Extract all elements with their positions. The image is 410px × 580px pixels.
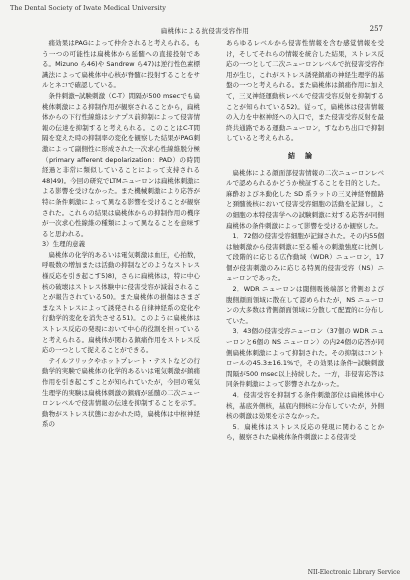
section-heading-conclusion: 結論 [288,151,322,160]
list-item: 1．72個の侵害受容細胞が記録された。その内55個は触刺激から侵害刺激に至る種々の刺激強度に比例して段階的に応じる広作動域（WDR）ニューロン，17個が侵害刺激のみに応じる特異的侵害受容（NS）ニューロンであった。 [226,232,384,283]
paragraph: 条件刺激─試験刺激（C-T）間隔が500 msecでも扁桃体刺激による抑制作用が観察されることから，扁桃体からの下行性線維はシナプス前抑制によって侵害情報の伝達を抑制すると考えられる。このことはC-T間隔を変えた時の抑制率の変化を観察した結果がPAG刺激によって副側性に形成された一次求心性線維脱分極（primary afferent depolarization：PAD）の時間経過と非常に類似していることによって支持される48)49)。今回の研究でLTMニューロンは扁桃体刺激による影響を受けなかった。また機械刺激により応答が特に条件刺激によって異なる影響を受けることが観察された。これらの結果は扁桃体からの抑制作用の機序が一次求心性線維の種類によって異なることを意味すると思われる。 [42,91,200,238]
paragraph: 扁桃体の化学的あるいは電気刺激は血圧，心拍数，呼吸数の増加または活動の抑制などのようなストレス様反応を引き起こす5)8)，さらに扁桃体は，特に中心核の破壊はストレス体験中に侵害受容が減弱されることが報告されている50)。また扁桃体の損傷はさまざまなストレスによって誘発される自律神経系の変化や行動学的変化を消失させる51)。このように扁桃体はストレス反応の発現において中心的役割を担っていると考えられる。扁桃体が関わる鎮痛作用をストレス反応の一つとして捉えることができる。 [42,250,200,355]
list-item: 4．侵害受容を抑制する条件刺激部位は扁桃体中心核，基底外側核，基底内側核に分布していたが，外側核の刺激は効果を示さなかった。 [226,391,384,421]
left-column [42,38,200,430]
page-number: 257 [369,25,383,33]
paragraph: 痛効果はPAGによって仲介されると考えられる。もう一つの可能性は扁桃体から延髄への直接投射である。Mizuno ら46)や Sandrew ら47)は逆行性色素標識法によって扁桃体中心核が脊髄に投射することをサルとネコで確認している。 [42,39,200,90]
subsection-heading: 3）生理的意義 [42,240,86,249]
running-title: 扁桃体による抗侵害受容作用 [160,27,250,35]
paragraph: 扁桃体による顔面部侵害情報の二次ニューロンレベルで認められるかどうか検証することを目的とした。麻酔およびネ動化した SD 系ラットの三叉神経脊髄路と頚髄後核において侵害受容細胞の活動を記録し，この細胞の本特侵害学への試験刺激に対する応答が同側扁桃体の条件刺激によって影響を受けるか観察した。 [226,168,384,230]
list-item: 3．43個の侵害受容ニューロン（37個の WDR ニューロンと6個の NS ニューロン）の内24個の応答が同側扁桃体刺激によって抑制された。その抑制はコントロールの45.3±16.1%で，その効果は条件─試験刺激間隔が500 msec以上持続した。一方，非侵害応答は同条件刺激によって影響されなかった。 [226,327,384,389]
paragraph: あらゆるレベルから侵害性情報を含む感覚情報を受け，そしてそれらの情報を統合した結果，ストレス反応の一つとして二次ニューロンレベルで抗侵害受容作用が生じ，これがストレス誘発鎮痛の神経生理学的基盤の一つと考えられる。また扁桃体は鎮痛作用に加えて，三叉神経運動核レベルで侵害受容反射を抑制することが知られている52)。従って，扁桃体は侵害情報の入力を中枢神経への入口で，また侵害受容反射を最終共通路である運動ニューロン，すなわち出口で抑制していると考えられる。 [226,39,384,143]
journal-header: The Dental Society of Iwate Medical University [10,4,166,12]
footer-service: NII-Electronic Library Service [307,569,400,576]
list-item: 5．扁桃体はストレス反応の発現に関わることから，観察された扁桃体条件刺激による侵害受 [226,422,384,442]
list-item: 2．WDR ニューロンは閾側吸後端部と背側および腹側顔面領域に散在して認められたが，NS ニューロンの大多数は背側顔面領域に分散して配置的に分布していた。 [226,285,384,325]
paragraph: テイルフリックやホットプレート・テストなどの行動学的実験で扁桃体の化学的あるいは電気刺激が鎮痛作用を引き起こすことが知られていたが，今回の電気生理学的実験は扁桃体刺激の鎮痛が延髄の二次ニューロンレベルで侵害情報の伝達を抑制することを示す。動物がストレス状態におかれた時，扁桃体は中枢神経系の [42,356,200,429]
right-column [226,38,384,443]
